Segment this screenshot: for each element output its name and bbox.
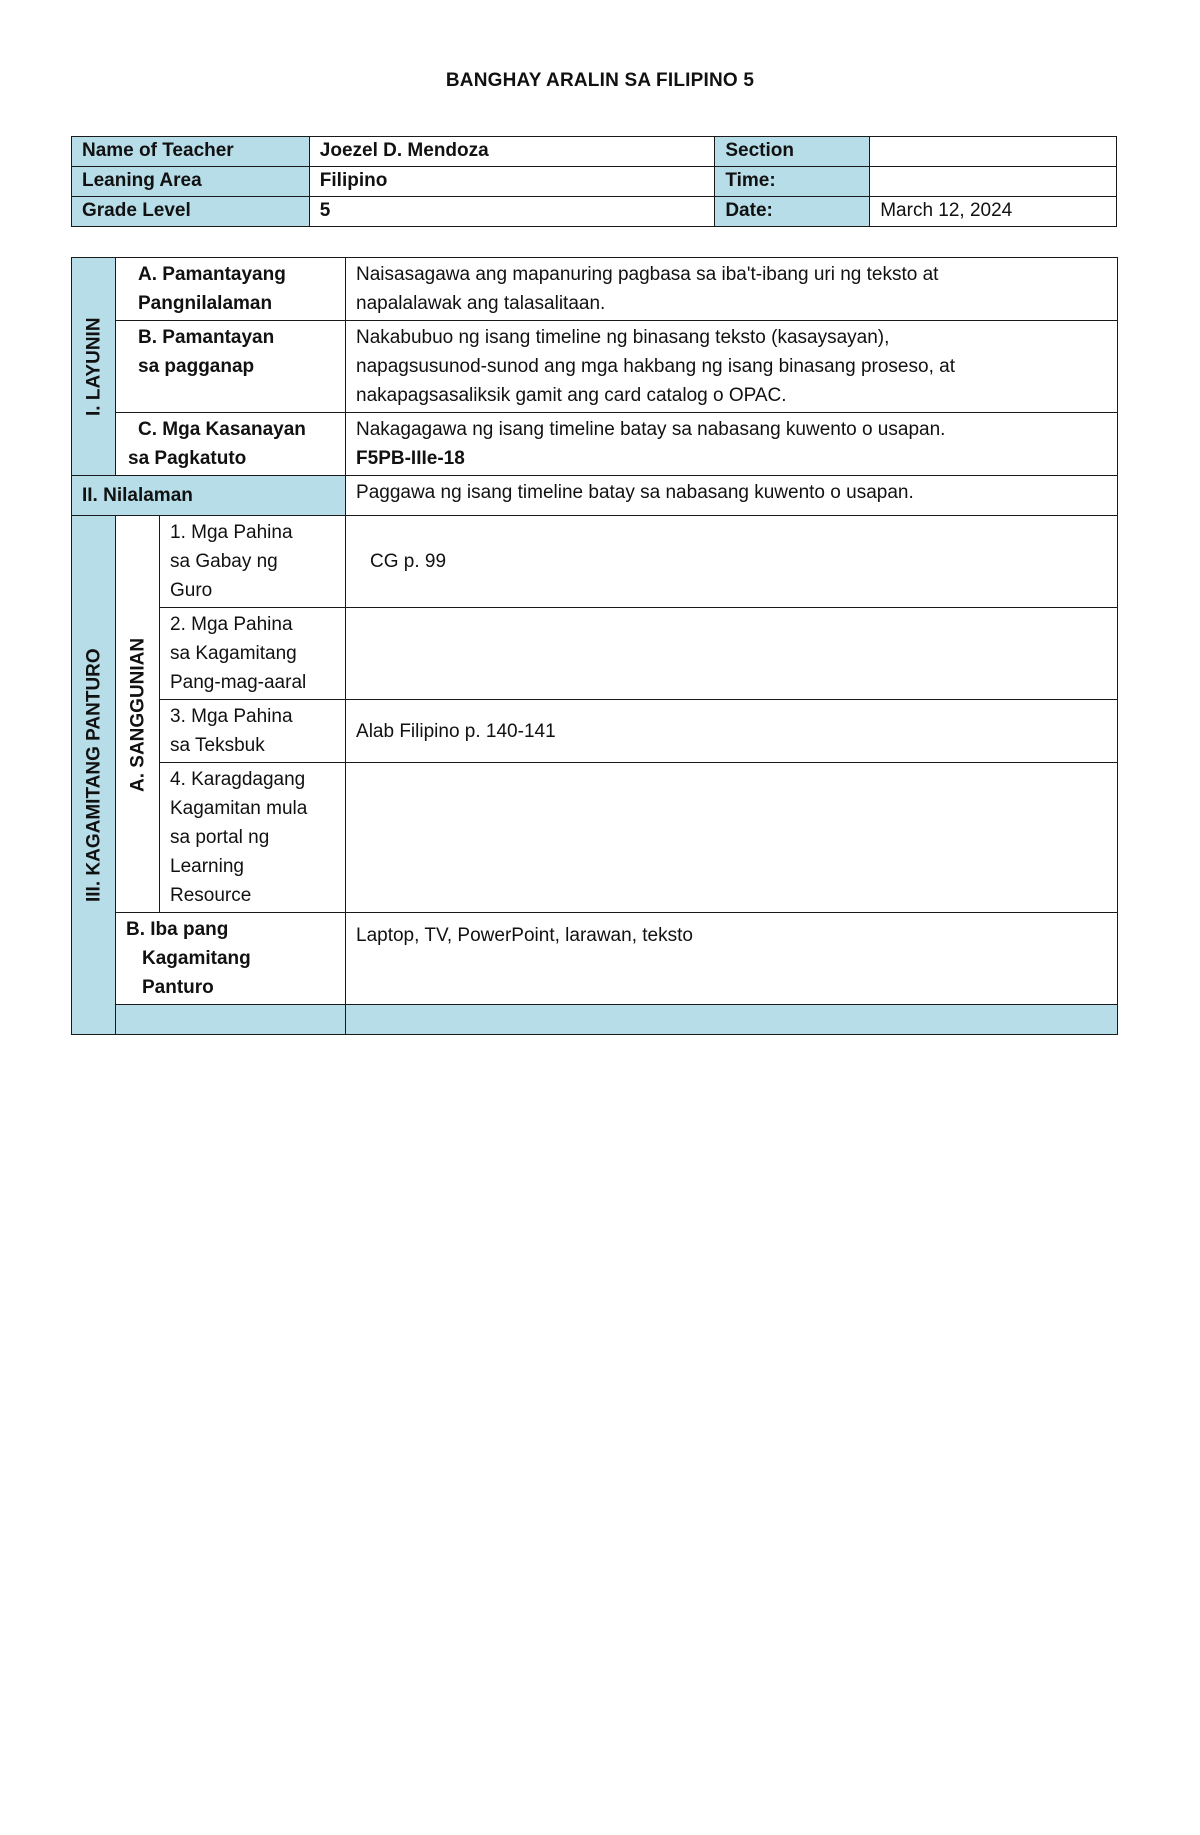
item-label-line: 4. Karagdagang xyxy=(170,769,306,790)
item-label-line: Learning xyxy=(170,856,244,877)
sanggunian-item-label xyxy=(160,700,346,763)
item-label-line: sa Teksbuk xyxy=(170,735,265,756)
name-label: Name of Teacher xyxy=(72,137,310,167)
nilalaman-value[interactable]: Paggawa ng isang timeline batay sa nabasang kuwento o usapan. xyxy=(346,476,1118,516)
area-value[interactable]: Filipino xyxy=(309,167,715,197)
sanggunian-item-value[interactable] xyxy=(346,763,1118,913)
iba-pang-kagamitan-row xyxy=(72,913,1118,1005)
info-row xyxy=(72,197,1117,227)
name-value[interactable]: Joezel D. Mendoza xyxy=(309,137,715,167)
layunin-b-label-line: B. Pamantayan xyxy=(138,327,275,348)
item-label-line: Guro xyxy=(170,580,213,601)
layunin-a-row xyxy=(72,258,1118,321)
teacher-info-table xyxy=(71,136,1117,227)
layunin-a-label-line: A. Pamantayang xyxy=(138,264,286,285)
item-label-line: sa Kagamitang xyxy=(170,643,297,664)
kagamitan-b-label-line: B. Iba pang xyxy=(126,919,229,940)
layunin-b-value-line: nakapagsasaliksik gamit ang card catalog o OPAC. xyxy=(356,385,787,406)
iba-pang-kagamitan-value[interactable]: Laptop, TV, PowerPoint, larawan, teksto xyxy=(346,913,1118,1005)
date-value[interactable]: March 12, 2024 xyxy=(870,197,1117,227)
kagamitan-b-label-line: Kagamitang xyxy=(142,948,251,969)
layunin-c-label-line: sa Pagkatuto xyxy=(128,448,247,469)
layunin-c-label xyxy=(116,413,346,476)
empty-blue-cell xyxy=(116,1005,346,1035)
sanggunian-item-row xyxy=(72,763,1118,913)
competency-code: F5PB-IIIe-18 xyxy=(356,448,465,469)
layunin-c-row xyxy=(72,413,1118,476)
layunin-c-value-line: Nakagagawa ng isang timeline batay sa nabasang kuwento o usapan. xyxy=(356,419,946,440)
layunin-b-value-line: Nakabubuo ng isang timeline ng binasang teksto (kasaysayan), xyxy=(356,327,890,348)
time-label: Time: xyxy=(715,167,870,197)
date-label: Date: xyxy=(715,197,870,227)
section-label: Section xyxy=(715,137,870,167)
sanggunian-item-row xyxy=(72,516,1118,608)
layunin-a-value[interactable] xyxy=(346,258,1118,321)
item-label-line: sa Gabay ng xyxy=(170,551,278,572)
layunin-heading: I. LAYUNIN xyxy=(72,258,116,476)
info-row xyxy=(72,137,1117,167)
item-label-line: Resource xyxy=(170,885,252,906)
item-label-line: Kagamitan mula xyxy=(170,798,308,819)
sanggunian-item-row xyxy=(72,700,1118,763)
time-value[interactable] xyxy=(870,167,1117,197)
nilalaman-label: II. Nilalaman xyxy=(72,476,346,516)
area-label: Leaning Area xyxy=(72,167,310,197)
layunin-b-label xyxy=(116,321,346,413)
section-value[interactable] xyxy=(870,137,1117,167)
sanggunian-item-row xyxy=(72,608,1118,700)
kagamitan-b-label-line: Panturo xyxy=(142,977,214,998)
sanggunian-item-value[interactable] xyxy=(346,608,1118,700)
item-label-line: Pang-mag-aaral xyxy=(170,672,307,693)
layunin-b-row xyxy=(72,321,1118,413)
lesson-plan-table xyxy=(71,257,1118,1035)
empty-footer-row xyxy=(72,1005,1118,1035)
layunin-a-value-line: napalalawak ang talasalitaan. xyxy=(356,293,606,314)
sanggunian-item-label xyxy=(160,608,346,700)
layunin-a-label-line: Pangnilalaman xyxy=(138,293,273,314)
kagamitan-heading: III. KAGAMITANG PANTURO xyxy=(72,516,116,1035)
sanggunian-heading: A. SANGGUNIAN xyxy=(116,516,160,913)
sanggunian-item-label xyxy=(160,516,346,608)
item-label-line: 2. Mga Pahina xyxy=(170,614,293,635)
empty-blue-cell xyxy=(346,1005,1118,1035)
page-title: BANGHAY ARALIN SA FILIPINO 5 xyxy=(445,70,755,91)
grade-label: Grade Level xyxy=(72,197,310,227)
nilalaman-row xyxy=(72,476,1118,516)
layunin-a-value-line: Naisasagawa ang mapanuring pagbasa sa iba't-ibang uri ng teksto at xyxy=(356,264,939,285)
item-label-line: 1. Mga Pahina xyxy=(170,522,293,543)
layunin-b-value[interactable] xyxy=(346,321,1118,413)
sanggunian-item-value[interactable]: CG p. 99 xyxy=(346,516,1118,608)
layunin-c-value[interactable] xyxy=(346,413,1118,476)
layunin-b-value-line: napagsusunod-sunod ang mga hakbang ng isang binasang proseso, at xyxy=(356,356,955,377)
item-label-line: 3. Mga Pahina xyxy=(170,706,293,727)
info-row xyxy=(72,167,1117,197)
layunin-a-label xyxy=(116,258,346,321)
iba-pang-kagamitan-label xyxy=(116,913,346,1005)
layunin-b-label-line: sa pagganap xyxy=(138,356,255,377)
grade-value[interactable]: 5 xyxy=(309,197,715,227)
layunin-c-label-line: C. Mga Kasanayan xyxy=(138,419,306,440)
sanggunian-item-label xyxy=(160,763,346,913)
item-label-line: sa portal ng xyxy=(170,827,270,848)
sanggunian-item-value[interactable]: Alab Filipino p. 140-141 xyxy=(346,700,1118,763)
